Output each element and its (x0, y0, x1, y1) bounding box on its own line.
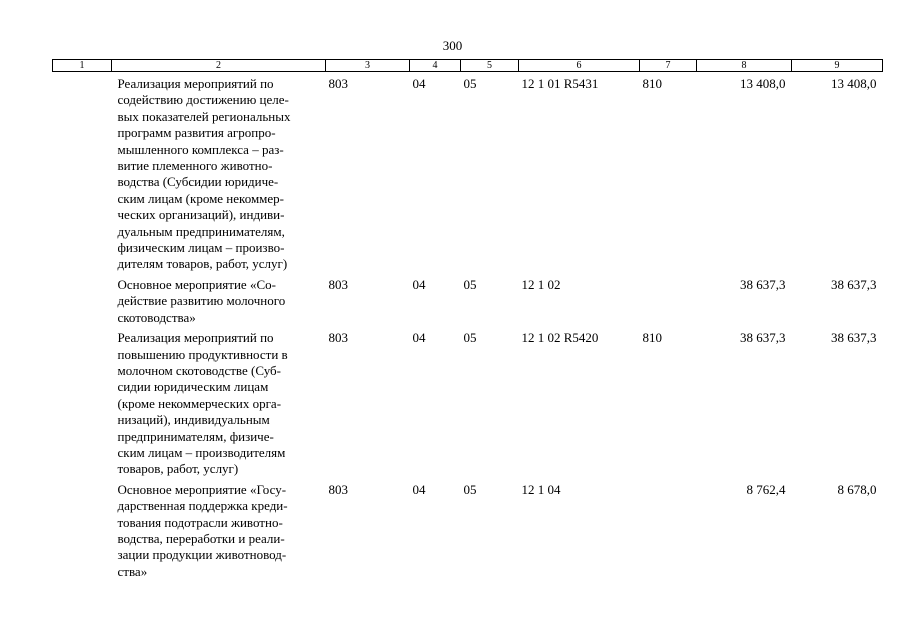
sum-cell: 38 637,3 (831, 276, 877, 292)
name-line: тования подотрасли животно- (117, 514, 283, 530)
column-header-8: 8 (697, 60, 792, 72)
sum-cell: 38 637,3 (740, 276, 786, 292)
section-code: 04 (412, 276, 426, 292)
expense-type-code (640, 273, 697, 326)
name-line: физическим лицам – произво- (117, 240, 285, 256)
subsection-code: 05 (463, 330, 477, 346)
name-line: (кроме некоммерческих орга- (117, 395, 282, 411)
name-line: предпринимателям, физиче- (117, 428, 274, 444)
subsection-code: 05 (463, 276, 477, 292)
name-line: содействию достижению целе- (117, 92, 289, 108)
column-header-6: 6 (519, 60, 640, 72)
num-col (53, 273, 112, 326)
name-line: сидии юридическим лицам (117, 379, 269, 395)
name-line: вых показателей региональных (117, 108, 291, 124)
name-line: дуальным предпринимателям, (117, 223, 285, 239)
name-line: товаров, работ, услуг) (117, 461, 239, 477)
name-line: программ развития агропро- (117, 125, 276, 141)
ministry-code: 803 (328, 481, 348, 497)
target-code: 12 1 02 (521, 276, 561, 292)
name-line: Основное мероприятие «Со- (117, 276, 276, 292)
name-line: ским лицам (кроме некоммер- (117, 190, 284, 206)
column-header-5: 5 (461, 60, 519, 72)
column-header-1: 1 (53, 60, 112, 72)
table-row (53, 72, 883, 273)
table-row (53, 478, 883, 580)
table-row (53, 326, 883, 478)
name-line: водства, переработки и реали- (117, 530, 285, 546)
name-cell (112, 326, 326, 478)
name-line: дителям товаров, работ, услуг) (117, 256, 288, 272)
name-line: ческих организаций), индиви- (117, 207, 285, 223)
subsection-code: 05 (463, 76, 477, 91)
table-row (53, 273, 883, 326)
name-line: повышению продуктивности в (117, 346, 288, 362)
name-line: зации продукции животновод- (117, 547, 287, 563)
ministry-code: 803 (328, 330, 348, 346)
name-line: ским лицам – производителям (117, 444, 286, 460)
name-line: дарственная поддержка креди- (117, 498, 288, 514)
sum-cell: 38 637,3 (831, 330, 877, 346)
name-line: водства (Субсидии юридиче- (117, 174, 279, 190)
name-cell (112, 72, 326, 273)
target-code: 12 1 02 R5420 (521, 330, 599, 346)
sum-cell: 8 762,4 (746, 481, 786, 497)
name-line: Основное мероприятие «Госу- (117, 481, 287, 497)
name-line: мышленного комплекса – раз- (117, 141, 284, 157)
name-line: молочном скотоводстве (Суб- (117, 362, 281, 378)
ministry-code: 803 (328, 276, 348, 292)
column-header-row (53, 60, 883, 72)
column-header-3: 3 (326, 60, 410, 72)
column-header-4: 4 (410, 60, 461, 72)
subsection-code: 05 (463, 481, 477, 497)
sum-cell: 38 637,3 (740, 330, 786, 346)
name-line: Реализация мероприятий по (117, 76, 274, 91)
column-header-7: 7 (640, 60, 697, 72)
budget-table (52, 59, 883, 580)
name-line: витие племенного животно- (117, 158, 273, 174)
num-col (53, 72, 112, 273)
target-code: 12 1 04 (521, 481, 561, 497)
expense-type-code: 810 (642, 76, 662, 91)
sum-cell: 13 408,0 (740, 76, 786, 91)
table-body (53, 72, 883, 581)
name-cell (112, 273, 326, 326)
name-line: скотоводства» (117, 309, 196, 325)
name-line: Реализация мероприятий по (117, 330, 274, 346)
section-code: 04 (412, 481, 426, 497)
sum-cell: 13 408,0 (831, 76, 877, 91)
num-col (53, 326, 112, 478)
column-header-9: 9 (792, 60, 883, 72)
expense-type-code (640, 478, 697, 580)
name-line: низаций), индивидуальным (117, 412, 270, 428)
page-number: 300 (442, 38, 463, 53)
sum-cell: 8 678,0 (837, 481, 877, 497)
section-code: 04 (412, 76, 426, 91)
num-col (53, 478, 112, 580)
name-line: действие развитию молочного (117, 293, 286, 309)
name-line: ства» (117, 563, 148, 579)
expense-type-code: 810 (642, 330, 662, 346)
ministry-code: 803 (328, 76, 348, 91)
target-code: 12 1 01 R5431 (521, 76, 599, 91)
column-header-2: 2 (112, 60, 326, 72)
section-code: 04 (412, 330, 426, 346)
name-cell (112, 478, 326, 580)
